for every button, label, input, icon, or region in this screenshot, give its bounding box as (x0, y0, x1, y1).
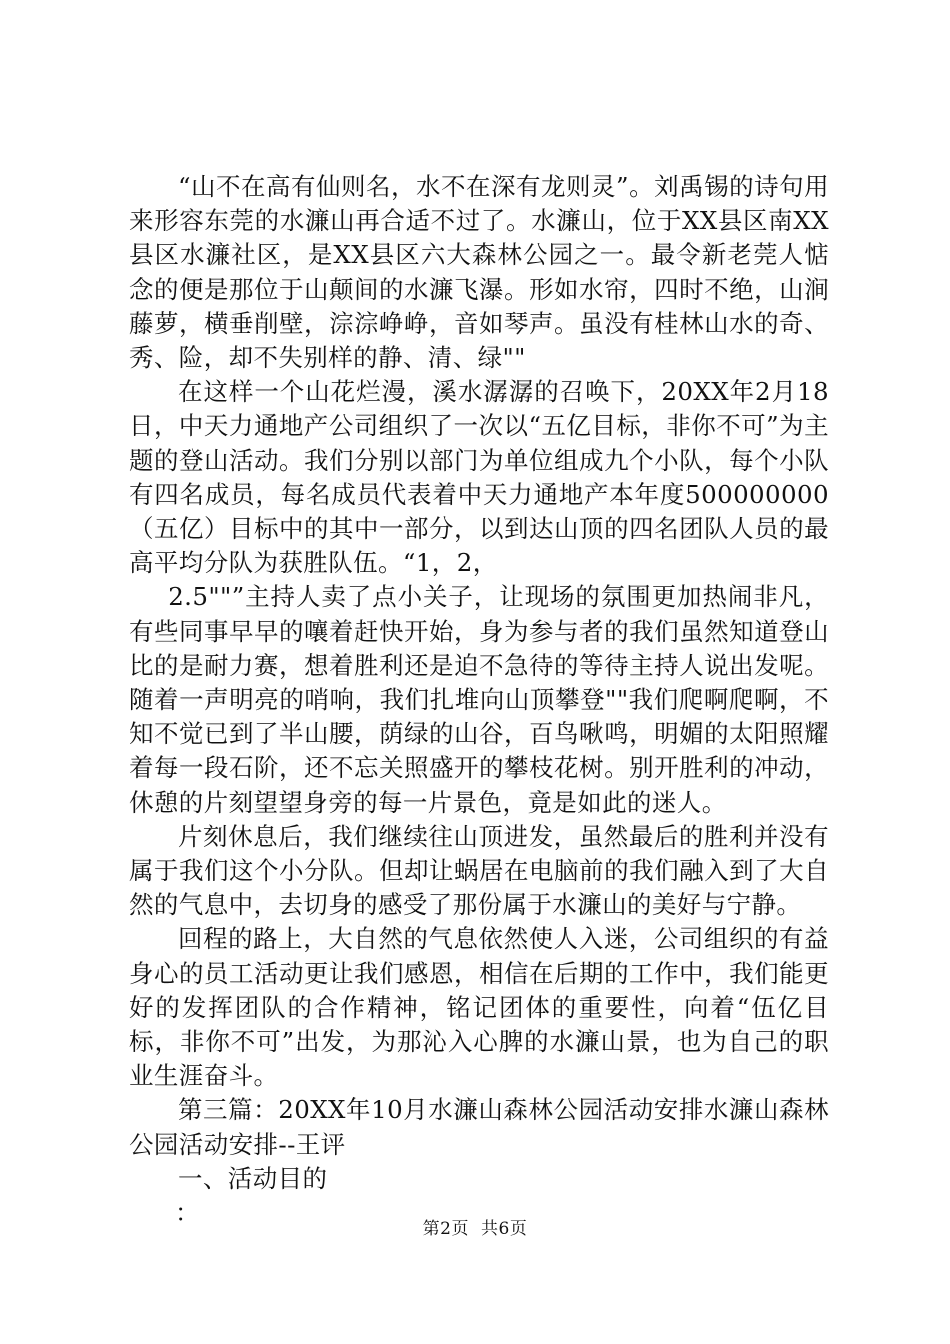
page-footer (0, 1214, 950, 1239)
section-title: 第三篇：20XX年10月水濂山森林公园活动安排水濂山森林公园活动安排--王评 (129, 1095, 829, 1159)
paragraph-return: 回程的路上，大自然的气息依然使人入迷，公司组织的有益身心的员工活动更让我们感恩，相信在后期的工作中，我们能更好的发挥团队的合作精神，铭记团体的重要性，向着“伍亿目标，非你不可”出发，为那沁入心脾的水濂山景，也为自己的职业生涯奋斗。 (129, 924, 829, 1091)
document-body (129, 170, 829, 1230)
page-number: 第2页 (422, 1219, 469, 1239)
paragraph-intro: “山不在高有仙则名，水不在深有龙则灵”。刘禹锡的诗句用来形容东莞的水濂山再合适不过了。水濂山，位于XX县区南XX县区水濂社区，是XX县区六大森林公园之一。最令新老莞人惦念的便是那位于山颠间的水濂飞瀑。形如水帘，四时不绝，山涧藤萝，横垂削壁，淙淙峥峥，音如琴声。虽没有桂林山水的奇、秀、险，却不失别样的静、清、绿"" (129, 172, 829, 373)
paragraph-rest: 片刻休息后，我们继续往山顶进发，虽然最后的胜利并没有属于我们这个小分队。但却让蜗居在电脑前的我们融入到了大自然的气息中，去切身的感受了那份属于水濂山的美好与宁静。 (129, 821, 829, 920)
page-total: 共6页 (481, 1219, 528, 1239)
colon-line: ： (175, 1198, 200, 1228)
paragraph-event: 在这样一个山花烂漫，溪水潺潺的召唤下，20XX年2月18日，中天力通地产公司组织了一次以“五亿目标，非你不可”为主题的登山活动。我们分别以部门为单位组成九个小队，每个小队有四名成员，每名成员代表着中天力通地产本年度500000000（五亿）目标中的其中一部分，以到达山顶的四名团队人员的最高平均分队为获胜队伍。“1，2， (129, 377, 829, 578)
subsection-heading: 一、活动目的 (178, 1163, 328, 1193)
paragraph-climb: 2.5""”主持人卖了点小关子，让现场的氛围更加热闹非凡，有些同事早早的嚷着赶快开始，身为参与者的我们虽然知道登山比的是耐力赛，想着胜利还是迫不急待的等待主持人说出发呢。随着一声明亮的哨响，我们扎堆向山顶攀登""我们爬啊爬啊，不知不觉已到了半山腰，荫绿的山谷，百鸟啾鸣，明媚的太阳照耀着每一段石阶，还不忘关照盛开的攀枝花树。别开胜利的冲动，休憩的片刻望望身旁的每一片景色，竟是如此的迷人。 (129, 582, 829, 817)
